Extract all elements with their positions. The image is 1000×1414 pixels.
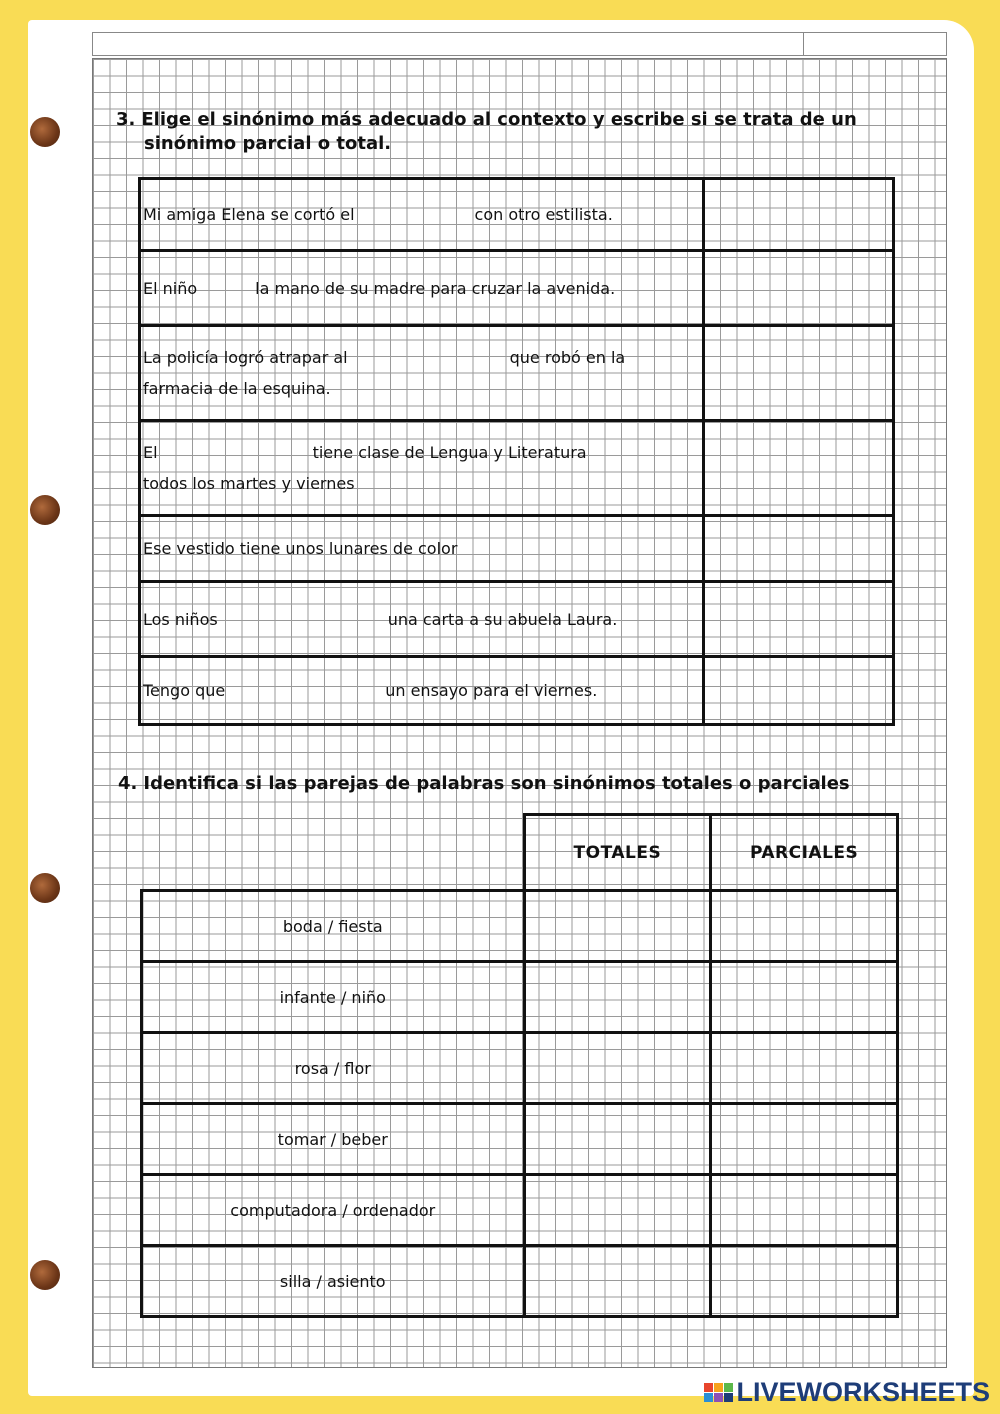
answer-cell[interactable]	[704, 326, 894, 421]
binder-hole-3	[30, 873, 60, 903]
sentence-part: con otro estilista.	[474, 205, 613, 224]
word-pair: rosa / flor	[142, 1033, 525, 1104]
exercise-4-heading	[118, 772, 918, 796]
table-row	[140, 179, 894, 251]
sentence-cell	[140, 179, 704, 251]
parciales-cell[interactable]	[711, 1246, 898, 1317]
sentence-cell	[140, 582, 704, 657]
sentence-part: tiene clase de Lengua y Literatura	[312, 443, 587, 462]
exercise-3-heading	[116, 108, 906, 156]
sentence-part: El	[143, 443, 158, 462]
exercise-3-number: 3.	[116, 109, 136, 130]
totales-cell[interactable]	[524, 1033, 711, 1104]
column-header-totales: TOTALES	[524, 815, 711, 891]
exercise-3-table	[138, 177, 895, 726]
table-row	[140, 326, 894, 421]
answer-cell[interactable]	[704, 421, 894, 516]
sentence-part: que robó en la	[509, 348, 626, 367]
sentence-part: una carta a su abuela Laura.	[387, 609, 618, 629]
word-pair: boda / fiesta	[142, 891, 525, 962]
parciales-cell[interactable]	[711, 962, 898, 1033]
sentence-part: la mano de su madre para cruzar la avenida.	[255, 278, 616, 298]
exercise-4-instruction: Identifica si las parejas de palabras son sinónimos totales o parciales	[143, 773, 850, 794]
empty-header-cell	[142, 815, 525, 891]
totales-cell[interactable]	[524, 891, 711, 962]
answer-cell[interactable]	[704, 582, 894, 657]
sentence-cell	[140, 657, 704, 725]
table-row	[142, 891, 898, 962]
sentence-cell	[140, 326, 704, 421]
parciales-cell[interactable]	[711, 1175, 898, 1246]
answer-cell[interactable]	[704, 179, 894, 251]
sentence-part: farmacia de la esquina.	[143, 379, 331, 398]
totales-cell[interactable]	[524, 962, 711, 1033]
liveworksheets-logo	[704, 1377, 990, 1408]
table-row	[140, 516, 894, 582]
name-header-bar	[92, 32, 947, 56]
sentence-part: Mi amiga Elena se cortó el	[143, 205, 355, 224]
table-row	[142, 1104, 898, 1175]
sentence-cell	[140, 516, 704, 582]
totales-cell[interactable]	[524, 1104, 711, 1175]
exercise-3-instruction-line2: sinónimo parcial o total.	[144, 133, 392, 154]
table-row	[142, 1033, 898, 1104]
table-row	[140, 421, 894, 516]
parciales-cell[interactable]	[711, 891, 898, 962]
totales-cell[interactable]	[524, 1246, 711, 1317]
totales-cell[interactable]	[524, 1175, 711, 1246]
logo-text: LIVEWORKSHEETS	[736, 1377, 990, 1407]
sentence-part: un ensayo para el viernes.	[385, 681, 598, 700]
parciales-cell[interactable]	[711, 1104, 898, 1175]
word-pair: tomar / beber	[142, 1104, 525, 1175]
binder-hole-2	[30, 495, 60, 525]
sentence-part: Ese vestido tiene unos lunares de color	[143, 539, 458, 558]
exercise-4-table	[140, 813, 899, 1318]
exercise-3-instruction-line1: Elige el sinónimo más adecuado al contexto y escribe si se trata de un	[141, 109, 857, 130]
word-pair: computadora / ordenador	[142, 1175, 525, 1246]
table-header-row	[142, 815, 898, 891]
header-divider	[803, 33, 804, 55]
binder-hole-4	[30, 1260, 60, 1290]
table-row	[142, 1175, 898, 1246]
exercise-4-number: 4.	[118, 773, 138, 794]
word-pair: silla / asiento	[142, 1246, 525, 1317]
answer-cell[interactable]	[704, 516, 894, 582]
parciales-cell[interactable]	[711, 1033, 898, 1104]
binder-hole-1	[30, 117, 60, 147]
table-row	[140, 582, 894, 657]
sentence-part: Los niños	[143, 609, 218, 629]
sentence-cell	[140, 421, 704, 516]
table-row	[142, 962, 898, 1033]
answer-cell[interactable]	[704, 251, 894, 326]
sentence-part: La policía logró atrapar al	[143, 348, 348, 367]
table-row	[142, 1246, 898, 1317]
logo-mark-icon	[704, 1383, 733, 1402]
table-row	[140, 657, 894, 725]
sentence-part: todos los martes y viernes	[143, 474, 355, 493]
word-pair: infante / niño	[142, 962, 525, 1033]
sentence-part: El niño	[143, 278, 198, 298]
sentence-cell	[140, 251, 704, 326]
table-row	[140, 251, 894, 326]
answer-cell[interactable]	[704, 657, 894, 725]
column-header-parciales: PARCIALES	[711, 815, 898, 891]
sentence-part: Tengo que	[143, 681, 226, 700]
